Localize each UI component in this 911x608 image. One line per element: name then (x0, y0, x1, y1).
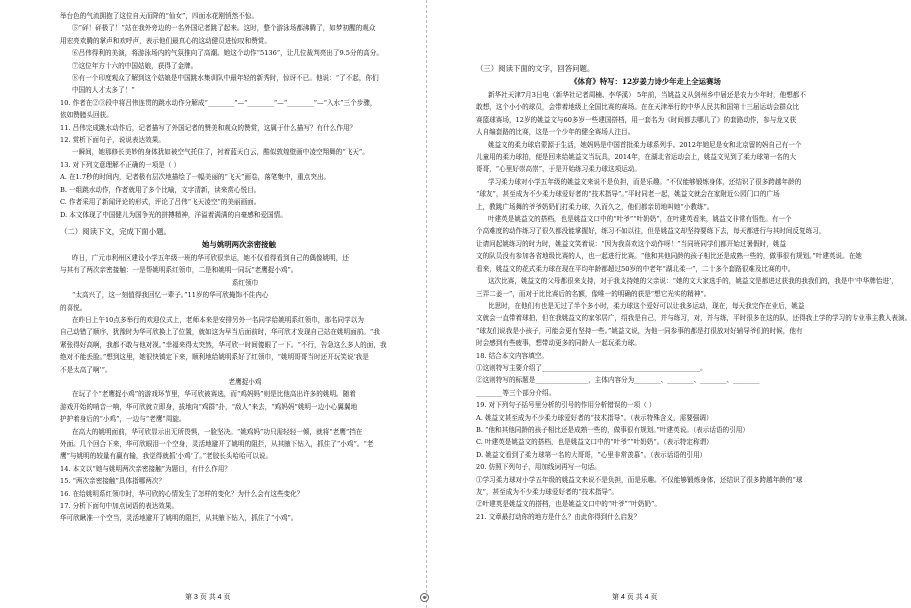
text-line: 个高难度的动作练习了很久都没能掌握好，练习不如以往，但是姚益文却坚持要练下去，每天都进行与其时间反复练习， (476, 227, 826, 236)
article-three-body (476, 89, 911, 350)
section-two-heading: （二）阅读下文，完成下面小题。 (60, 226, 171, 236)
text-line: 上，教跳广场舞的爷爷奶奶们打柔力球，久而久之，他们都亲切地叫她“小教练”。 (476, 202, 714, 211)
question-line: 16. 在给姚明系红领巾时，华可欣的心情发生了怎样的变化？为什么会有这些变化？ (60, 489, 304, 498)
text-line: 举台色的气流拥抱了这位自天而降的“仙女”，四面水花刚悄然不惊。 (60, 12, 258, 20)
left-passage-one (60, 10, 418, 221)
text-line: 13. 对下列文意理解不正确的一项是（ ） (60, 160, 181, 169)
binding-hole-icon (420, 593, 429, 602)
question-line: ________等三个部分介绍。 (476, 388, 556, 397)
text-line: 在昨日上午10点多举行的欢迎仪式上，老师本来是安排另外一名同学给姚明系红领巾，那名同学以为 (72, 315, 364, 324)
question-line: C. 叶建英是姚益文的搭档，也是姚益文口中的“叶爷”“叶奶奶”。（表示特定称谓） (476, 438, 713, 447)
text-line: 依如赞臆头回获。 (60, 111, 113, 120)
question-line: ②叶建英是姚益文的搭档，也是姚益文口中的“叶爷”“叶奶奶”。 (476, 500, 661, 509)
article-two-title: 她与姚明两次亲密接触 (202, 239, 276, 249)
text-line: 与其有了两次亲密接触：一是帮姚明系红领巾，二是和姚明一同玩“老鹰捉小鸡”。 (60, 266, 298, 275)
text-line: 这次比赛，姚益文的父母都很来支持，对于我支持她的父亲说：“她的文大家选手的，姚益文是都进过获我的我我们的，我是中‘中华牌怡进’， (488, 277, 898, 286)
text-line: ⑥吕伟得利的美演，将游泳场内的气氛推向了高潮。她这个动作“5136”，让几位裁判亮出了9.5分的高分。 (72, 49, 383, 58)
text-line: 紧张得好高啊，我都不敢与他对视。”幸福来得太突然，华可欣一时间傻眼了一下。“不行，告急这么多人的面，我 (60, 340, 387, 349)
question-line: 18. 结合本文内容填空。 (476, 351, 548, 360)
text-line: 鹰”与姚明的较量有赢有输，我觉得就抓‘小鸡’了。”老胶长头哈哈可以说。 (60, 452, 273, 461)
text-line: 老鹰捉小鸡 (228, 377, 262, 386)
text-line: “太高兴了，这一刻值得我回忆一辈子。”11岁的华可欣掩饰不住内心 (72, 291, 269, 300)
text-line: 绝对不能丢脸。”想到这里，她很快镇定下来，顺利地给姚明系好了红领巾，“姚明哥哥当时还开玩笑说‘我是 (60, 353, 369, 362)
question-line: 15. “两次亲密接触”具体指哪两次？ (60, 477, 166, 486)
text-line: 昨日，广元市利州区建设小学五年级一班的华可欣很幸运，她不仅看得看到自己的偶像姚明，还 (72, 253, 349, 262)
right-page (430, 0, 911, 608)
question-line: 14. 本文以“她与姚明两次亲密接触”为题目，有什么作用？ (60, 464, 231, 473)
question-line: 19. 对下列句子括号里分析的引号的作用分析错误的一项（ ） (476, 401, 656, 410)
text-line: 不是太高了啊’”。 (60, 365, 112, 374)
text-line: ⑧有一个印度观众了解到这个姑娘是中国跳水集训队中最年轻的新秀时，惊讶不已。他说：“了不起，你们 (72, 74, 379, 83)
left-page-number: 第 3 页 共 4 页 (185, 594, 231, 601)
text-line: ⑤“砰！砰极了！”站在我外旁边的一名外国记者跳了起来。这时，整个游泳场都沸腾了，如梦初醒的观众 (72, 24, 376, 33)
text-line: 12. 赏析下面句子，说说表达效果。 (60, 136, 165, 145)
question-line: 17. 分析下面句中加点词语的表达效果。 (60, 502, 179, 511)
text-line: 11. 吕伟完成跳水动作后，记者描写了外国记者的赞美和观众的赞赏，这属于什么描写？有什么作用？ (60, 123, 357, 132)
question-line: D. 姚益文看到了柔力球第一名的大哥哥，“心里非常羡慕”。（表示话语的引用） (476, 450, 707, 459)
text-line: 人自编套路的比赛，这是一个少年的健全赛场人注目。 (476, 128, 635, 137)
text-line: 哥哥，“心里好崇高崇”，于是开始练习柔力球这项运动。 (476, 165, 641, 174)
text-line: 用宏亮欢腾的掌声和欢呼声，表示他们最真心的这动健员进惊叹和赞赏。 (60, 36, 271, 45)
question-line: A. 姚益文甚至成为不少柔力球爱好者的“技术指导”。（表示特殊含义，需要强调） (476, 413, 713, 422)
article-two-body (60, 252, 418, 463)
text-line: 姚益文的柔力球启蒙源于生活，她妈妈是中国首批柔力球系列手。2012年她尼是女和北京留的妈自己有一个 (488, 140, 802, 149)
text-line: 学习柔力球对小学五年级的姚益文来说不是负担，而是乐趣。“不仅能够锻炼身体，还结识了很多跨越年龄的 (488, 177, 802, 186)
text-line: 中国的人才太多了！” (72, 86, 135, 95)
right-questions (476, 350, 815, 524)
text-line: 系红领巾 (231, 278, 259, 287)
text-line: 护护着身后的“小鸡”，一边与“老鹰”周旋。 (60, 415, 186, 424)
text-line: 看来，姚益文的花式柔力球在现在平均年龄都超过50岁的中老年“湖北柔一”，二十多个套路很难及比赛的中。 (476, 264, 795, 273)
text-line: 自己动错了顺序，犹豫时为华可欣换上了位置，就如这为早当后面前时，华可欣才发现自己站在姚明面前。“我 (60, 328, 380, 337)
text-line: 儿童用的柔力球拍，便是回来给姚益文当玩具，2014年，在湖北省运动会上，姚益文见到了柔力球第一名的大 (476, 153, 797, 162)
text-line: 的喜悦。 (60, 303, 87, 312)
question-line: 友”，甚至成为不少柔力球爱好者的“技术指导”。 (476, 488, 618, 496)
section-three-heading: （三）阅读下面的文字，回答问题。 (476, 64, 595, 73)
text-line: 三弄二姜一”，而对于比比赛后的名额，像唯一的明确的获是“想它光实的精神”。 (476, 289, 711, 298)
text-line: 时会感到有些疲事，想带动更多的同龄人一起玩柔力球。 (476, 339, 641, 348)
text-line: A. 在1.7秒的时间内，记者极有层次地描绘了一幅美丽的“飞天”画卷，落笔集中，重点突出。 (60, 173, 331, 182)
text-line: 外面。几个回合下来，华可欣眼泪一个空身，灵活地避开了姚明的阻拦，从其腋下钻入，抓住了“小鸡”。“老 (60, 440, 374, 448)
text-line: 10. 作者在②③段中将吕伟连贯的跳水动作分解成“________”—“________”—“________”—“入水”三个步骤， (60, 98, 377, 107)
text-line: 让请问起姚练习的时力时，姚益文笑着说：“因为我喜欢这个动作呀！”当同班同学们都开始过暑假时，姚益 (476, 239, 787, 248)
text-line: 文就会一直带着球拍，但在我姚益文的家邻居广，绍我是自己，并与练习，对，并与练，平时很多在这的队，还得我上学的学习的专业事主教人表演。 (476, 314, 911, 323)
question-line: ①学习柔力球对小学五年级的姚益文来说不是负担，而是乐趣。不仅能够锻炼身体，还结识了很多跨越年龄的“球 (476, 475, 803, 484)
left-questions (60, 463, 418, 525)
text-line: 在玩了个“老鹰捉小鸡”的游戏环节里，华可欣被赛选，而“鸡妈妈”则是比他高出许多的姚明。随着 (72, 390, 356, 399)
question-line: ①这则特写主要介绍了________________________________________________。 (476, 363, 707, 372)
text-line: 赛篮球赛场，12岁的姚益文与60多岁一些建国搭档，用一套名为《时间都去哪儿了》的套路动作，参与龙又获 (476, 115, 797, 124)
text-line: D. 本文体现了中国健儿为国争光的拼搏精神，洋溢着满满的自豪感和爱国情。 (60, 210, 287, 219)
article-three-title: 《体育》特写：12岁姜力诗少年走上全运赛场 (570, 77, 721, 86)
text-line: 一瞬间，她那修长美妙的身体犹如被空气托住了，衬着蓝天白云，酷似敦煌壁画中凌空翔舞的“飞天”。 (72, 148, 369, 157)
text-line: “球友们说我是小孩子，可能会更有坚持一些。”姚益文说，为他一同参事的都是打很放对好辅导爷们的时候，他有 (476, 326, 803, 335)
left-page (0, 0, 430, 608)
text-line: C. 作者采用了新闻评论的形式，评论了吕伟“飞天凌空”的美丽画面。 (60, 198, 261, 207)
question-line: 20. 仿照下列句子，用加线词再写一句话。 (476, 463, 601, 472)
text-line: 叶建英是姚益文的搭档，也是姚益文口中的“叶爷”“叶奶奶”，在叶建英看来，姚益文非常有悟性。有一个 (488, 215, 792, 224)
text-line: B. 一组跳水动作，作者就用了多个比喻，文字清新，读来赏心悦目。 (60, 185, 261, 194)
text-line: 文的队员没有参加各省地级比赛的人，也一起进行比赛。“他和其他同龄的孩子相比还是成熟一些的，做事很有规划。”叶建英说。在她 (476, 252, 862, 261)
text-line: “球友”，甚至成为不少柔力球爱好者的“技术指导”。”平时同老一起，姚益文就会在家附近公园门口的广场 (476, 190, 780, 199)
question-line: 21. 文章最打动你的地方是什么？由此你得到什么启发？ (476, 512, 641, 521)
right-page-number: 第 4 页 共 4 页 (612, 594, 658, 601)
text-line: 游戏开始的哨音一响，华可欣就立即身，拔地向“鸡群”扑，“敌人”来去，“鸡妈妈”姚明一边小心翼翼地 (60, 402, 358, 411)
question-line: B. “他和其他同龄的孩子相比还是成熟一些的，做事很有规划。”叶建英说。（表示话语的引用） (476, 425, 749, 434)
question-line: ②这则特写的标题是________________，主体内容分为________、________、________、________ (476, 376, 760, 385)
text-line: 敢想，这个小小的球员，会带着地级上全国比赛的赛场。在在天津举行的中华人民共和国第十三届运动会群众比 (476, 103, 800, 112)
text-line: ⑦这位年方十六的中国姑娘，获得了金牌。 (72, 61, 198, 70)
text-line: 在高大的姚明面前，华可欣显示出无所畏惧，一脸坚决。“姚鸡妈”功只需轻轻一倾，就将“老鹰”挡在 (72, 427, 363, 436)
text-line: 比思时，在他们有也是无过了半个多小时，柔力球这个爱好可以让我多运动，现在，每天我完作在业后，姚益 (488, 301, 805, 310)
question-line: 华可欣瞅准一个空当，灵活地避开了姚明的阻拦，从其腋下钻入，抓住了“小鸡”。 (60, 514, 298, 523)
text-line: 新华社天津7月3日电（新华社记者周楠、李华溪） 5年前，当姚益义从剑州乡中届还是农力少年时，他想都不 (488, 91, 806, 99)
